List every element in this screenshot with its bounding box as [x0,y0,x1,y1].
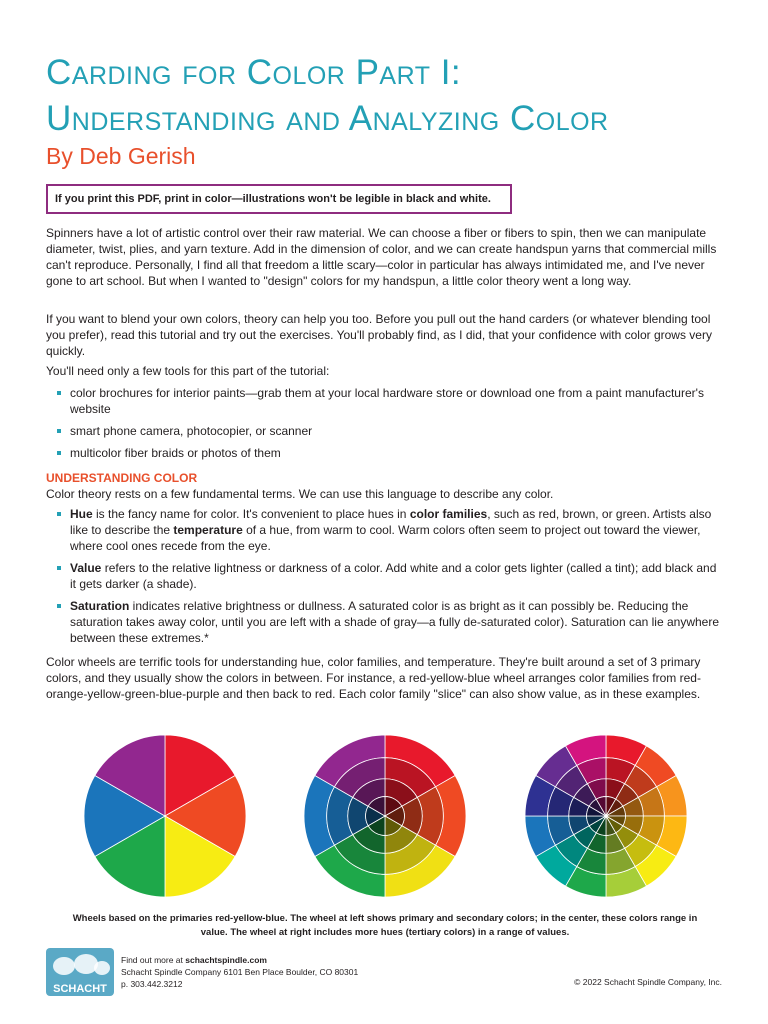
print-notice: If you print this PDF, print in color—illustrations won't be legible in black and white. [46,184,512,214]
term-color-families: color families [409,507,488,521]
page-title [46,50,609,142]
footer-contact [121,954,358,990]
term-text: indicates relative brightness or dullness. A saturated color is as bright as it can possibly be. Reducing the saturation takes away color, until you are left with a shade of gray—a fully de-saturated color). Saturation can lie anywhere between these extremes.* [70,599,720,645]
author-byline: By Deb Gerish [46,143,196,169]
term-text: is the fancy name for color. It's convenient to place hues in [92,507,410,521]
section-intro: Color theory rests on a few fundamental terms. We can use this language to describe any color. [46,487,554,501]
color-wheels-figure [60,720,720,910]
term-text: , such as red, brown, or green. Artists also like to describe the [70,507,712,537]
term-value: Value [70,561,102,575]
color-wheel-primary-secondary [84,735,246,897]
footer-address: Schacht Spindle Company 6101 Ben Place Boulder, CO 80301 [121,967,359,977]
figure-caption: Wheels based on the primaries red-yellow-blue. The wheel at left shows primary and secondary colors; in the center, these colors range in value. The wheel at right includes more hues (tertiary colors) in a range of values. [72,913,698,938]
list-item: color brochures for interior paints—grab them at your local hardware store or download one from a paint manufacturer's website [70,385,724,417]
list-item: smart phone camera, photocopier, or scanner [70,423,724,439]
footer-site-link[interactable]: schachtspindle.com [185,955,267,965]
list-item-value [70,560,724,592]
intro-paragraph-3: You'll need only a few tools for this part of the tutorial: [46,364,330,378]
list-item: multicolor fiber braids or photos of them [70,445,724,461]
term-saturation: Saturation [70,599,130,613]
footer-copyright: © 2022 Schacht Spindle Company, Inc. [574,977,722,987]
terms-list [70,506,724,652]
term-hue: Hue [70,507,93,521]
wheels-paragraph: Color wheels are terrific tools for understanding hue, color families, and temperature. They're built around a set of 3 primary colors, and they usually show the colors in between. For instance, a red-yellow-blue wheel arranges color families from red-orange-yellow-green-blue-purple and then back to red. Each color family "slice" can also show value, as in these examples. [46,655,701,701]
logo-wordmark: SCHACHT [53,983,107,995]
goat-icon [94,961,110,975]
list-item-saturation [70,598,724,646]
goat-icon [53,957,75,975]
term-text: of a hue, from warm to cool. Warm colors often seem to project out toward the viewer, where cool ones recede from the eye. [70,523,701,553]
color-wheel-values [304,735,466,897]
footer-phone: p. 303.442.3212 [121,979,183,989]
term-text: refers to the relative lightness or darkness of a color. Add white and a color gets lighter (called a tint); add black and it gets darker (a shade). [70,561,717,591]
term-temperature: temperature [173,523,243,537]
intro-paragraph-2: If you want to blend your own colors, theory can help you too. Before you pull out the hand carders (or whatever blending tool you prefer), read this tutorial and try out the exercises. You'll probably find, as I did, that your confidence with color grows very quickly. [46,312,712,358]
footer-find-out: Find out more at [121,955,186,965]
tools-list [70,385,724,467]
title-line-1: Carding for Color Part I: [46,53,462,92]
schacht-logo [44,944,116,998]
title-line-2: Understanding and Analyzing Color [46,99,609,138]
list-item-hue [70,506,724,554]
color-wheel-tertiary [525,735,687,897]
section-heading: UNDERSTANDING COLOR [46,471,198,485]
intro-paragraph-1: Spinners have a lot of artistic control over their raw material. We can choose a fiber or fibers to spin, then we can manipulate diameter, twist, plies, and yarn texture. Add in the dimension of color, and we can create handspun yarns that commercial mills can't reproduce. Personally, I find all that freedom a little scary—color in particular has always intimidated me, and I've never gone to art school. But when I wanted to "design" colors for my handspun, a little color theory went a long way. [46,226,717,288]
goat-icon [74,954,98,974]
